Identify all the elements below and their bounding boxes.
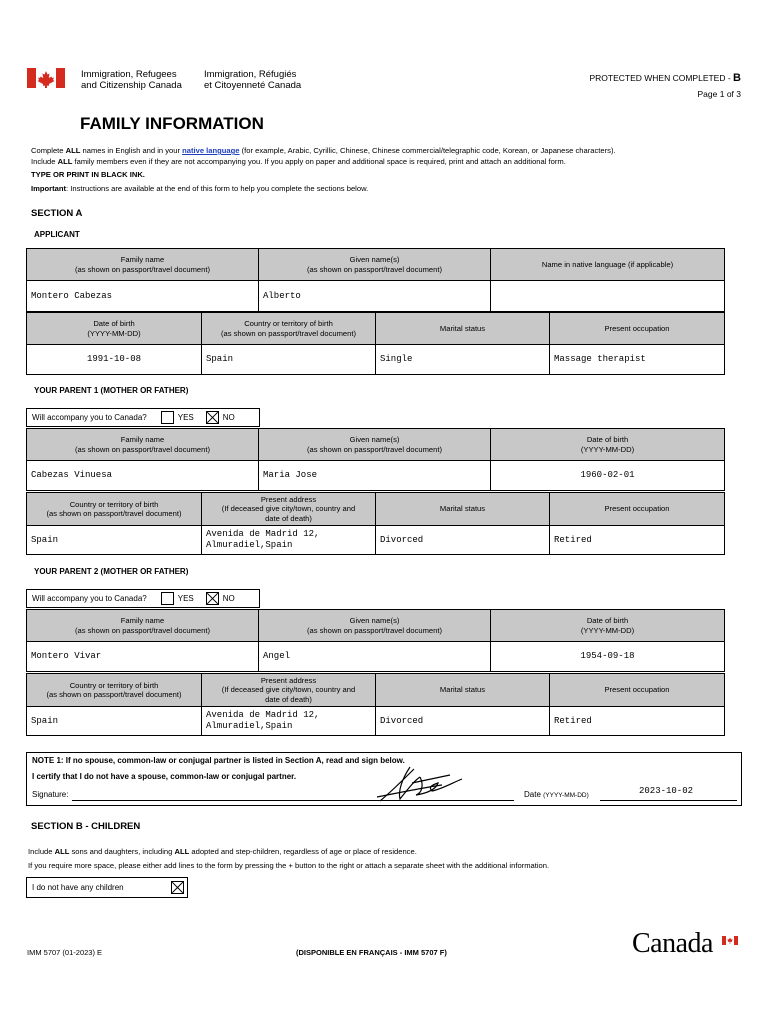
type-print-instruction: TYPE OR PRINT IN BLACK INK.	[31, 170, 145, 179]
no-children-box	[26, 877, 188, 898]
parent2-dob-field[interactable]: 1954-09-18	[491, 642, 725, 672]
section-b-instructions: Include ALL sons and daughters, including ALL adopted and step-children, regardless of age or place of residence. If you require more space, please either add lines to the form by pressing the + button to the right or attach a separate sheet with the additional information.	[28, 847, 550, 870]
parent1-dob-field[interactable]: 1960-02-01	[491, 461, 725, 491]
parent1-given-name-header: Given name(s) (as shown on passport/travel document)	[259, 429, 491, 461]
page-title: FAMILY INFORMATION	[80, 114, 264, 133]
protected-label: PROTECTED WHEN COMPLETED - B	[589, 72, 741, 84]
french-availability: (DISPONIBLE EN FRANÇAIS - IMM 5707 F)	[296, 948, 447, 957]
parent2-accompany-box	[26, 589, 260, 608]
canada-wordmark-flag-icon	[722, 932, 738, 941]
parent2-occupation-header: Present occupation	[550, 674, 725, 707]
applicant-table-row2	[26, 312, 725, 375]
applicant-dob-field[interactable]: 1991-10-08	[27, 345, 202, 375]
parent1-no-checkbox[interactable]	[206, 411, 219, 424]
parent2-table-row1	[26, 609, 725, 672]
note1-text: NOTE 1: If no spouse, common-law or conjugal partner is listed in Section A, read and sign below.	[32, 756, 405, 765]
parent1-accompany-question: Will accompany you to Canada?	[32, 413, 147, 422]
parent1-no-label: NO	[222, 413, 235, 422]
date-label: Date (YYYY-MM-DD)	[524, 790, 589, 799]
parent1-dob-header: Date of birth (YYYY-MM-DD)	[491, 429, 725, 461]
parent1-occupation-field[interactable]: Retired	[550, 526, 725, 555]
parent2-marital-header: Marital status	[376, 674, 550, 707]
parent1-address-header: Present address (If deceased give city/town, country and date of death)	[202, 493, 376, 526]
parent1-marital-field[interactable]: Divorced	[376, 526, 550, 555]
applicant-native-name-header: Name in native language (if applicable)	[491, 249, 725, 281]
applicant-family-name-field[interactable]: Montero Cabezas	[27, 281, 259, 312]
parent1-table-row2	[26, 492, 725, 555]
parent1-occupation-header: Present occupation	[550, 493, 725, 526]
parent1-marital-header: Marital status	[376, 493, 550, 526]
intro-text: Complete ALL names in English and in your native language (for example, Arabic, Cyrillic, Chinese, Chinese commercial/telegraphic code, Korean, or Japanese characters). Include ALL family members even if they are not accompanying you. If you apply on paper and additional space is required, print and attach an additional form. TYPE OR PRINT IN BLACK INK. Important: Instructions are available at the end of this form to help you complete the sections below.	[31, 146, 731, 194]
department-name-en: Immigration, Refugees and Citizenship Canada	[81, 69, 182, 91]
applicant-occupation-header: Present occupation	[550, 313, 725, 345]
applicant-marital-header: Marital status	[376, 313, 550, 345]
parent2-label: YOUR PARENT 2 (MOTHER OR FATHER)	[34, 567, 189, 576]
parent2-given-name-field[interactable]: Angel	[259, 642, 491, 672]
parent2-no-checkbox[interactable]	[206, 592, 219, 605]
parent1-yes-label: YES	[177, 413, 194, 422]
note1-box	[26, 752, 742, 806]
form-id: IMM 5707 (01-2023) E	[27, 948, 103, 957]
section-b-title: SECTION B - CHILDREN	[31, 821, 141, 832]
parent2-yes-label: YES	[177, 594, 194, 603]
parent2-no-label: NO	[222, 594, 235, 603]
canada-wordmark: Canada	[632, 928, 713, 959]
parent2-country-header: Country or territory of birth (as shown on passport/travel document)	[27, 674, 202, 707]
parent2-given-name-header: Given name(s) (as shown on passport/travel document)	[259, 610, 491, 642]
parent2-address-field[interactable]: Avenida de Madrid 12, Almuradiel,Spain	[202, 707, 376, 736]
parent1-country-header: Country or territory of birth (as shown on passport/travel document)	[27, 493, 202, 526]
parent1-label: YOUR PARENT 1 (MOTHER OR FATHER)	[34, 386, 189, 395]
parent1-family-name-field[interactable]: Cabezas Vinuesa	[27, 461, 259, 491]
parent1-family-name-header: Family name (as shown on passport/travel document)	[27, 429, 259, 461]
applicant-family-name-header: Family name (as shown on passport/travel document)	[27, 249, 259, 281]
parent1-yes-checkbox[interactable]	[161, 411, 174, 424]
parent2-country-field[interactable]: Spain	[27, 707, 202, 736]
parent2-dob-header: Date of birth (YYYY-MM-DD)	[491, 610, 725, 642]
canada-flag-icon	[27, 68, 65, 88]
page-number: Page 1 of 3	[697, 89, 741, 99]
applicant-table-row1	[26, 248, 725, 312]
date-value: 2023-10-02	[639, 786, 694, 796]
applicant-given-name-field[interactable]: Alberto	[259, 281, 491, 312]
signature-image	[372, 763, 467, 803]
no-children-checkbox[interactable]	[171, 881, 184, 894]
parent2-address-header: Present address (If deceased give city/town, country and date of death)	[202, 674, 376, 707]
parent2-table-row2	[26, 673, 725, 736]
applicant-dob-header: Date of birth (YYYY-MM-DD)	[27, 313, 202, 345]
parent1-given-name-field[interactable]: Maria Jose	[259, 461, 491, 491]
parent1-accompany-box	[26, 408, 260, 427]
no-children-label: I do not have any children	[32, 883, 124, 892]
section-a-title: SECTION A	[31, 208, 83, 219]
applicant-country-header: Country or territory of birth (as shown on passport/travel document)	[202, 313, 376, 345]
note1-certify: I certify that I do not have a spouse, common-law or conjugal partner.	[32, 772, 297, 781]
parent1-country-field[interactable]: Spain	[27, 526, 202, 555]
applicant-country-field[interactable]: Spain	[202, 345, 376, 375]
applicant-marital-field[interactable]: Single	[376, 345, 550, 375]
applicant-given-name-header: Given name(s) (as shown on passport/travel document)	[259, 249, 491, 281]
parent2-yes-checkbox[interactable]	[161, 592, 174, 605]
parent2-marital-field[interactable]: Divorced	[376, 707, 550, 736]
parent2-family-name-header: Family name (as shown on passport/travel document)	[27, 610, 259, 642]
native-language-link[interactable]: native language	[182, 146, 240, 155]
parent2-family-name-field[interactable]: Montero Vivar	[27, 642, 259, 672]
parent2-accompany-question: Will accompany you to Canada?	[32, 594, 147, 603]
applicant-native-name-field[interactable]	[491, 281, 725, 312]
applicant-occupation-field[interactable]: Massage therapist	[550, 345, 725, 375]
department-name-fr: Immigration, Réfugiés et Citoyenneté Canada	[204, 69, 302, 91]
parent1-address-field[interactable]: Avenida de Madrid 12, Almuradiel,Spain	[202, 526, 376, 555]
parent1-table-row1	[26, 428, 725, 491]
applicant-label: APPLICANT	[34, 230, 80, 239]
parent2-occupation-field[interactable]: Retired	[550, 707, 725, 736]
signature-label: Signature:	[32, 790, 69, 799]
